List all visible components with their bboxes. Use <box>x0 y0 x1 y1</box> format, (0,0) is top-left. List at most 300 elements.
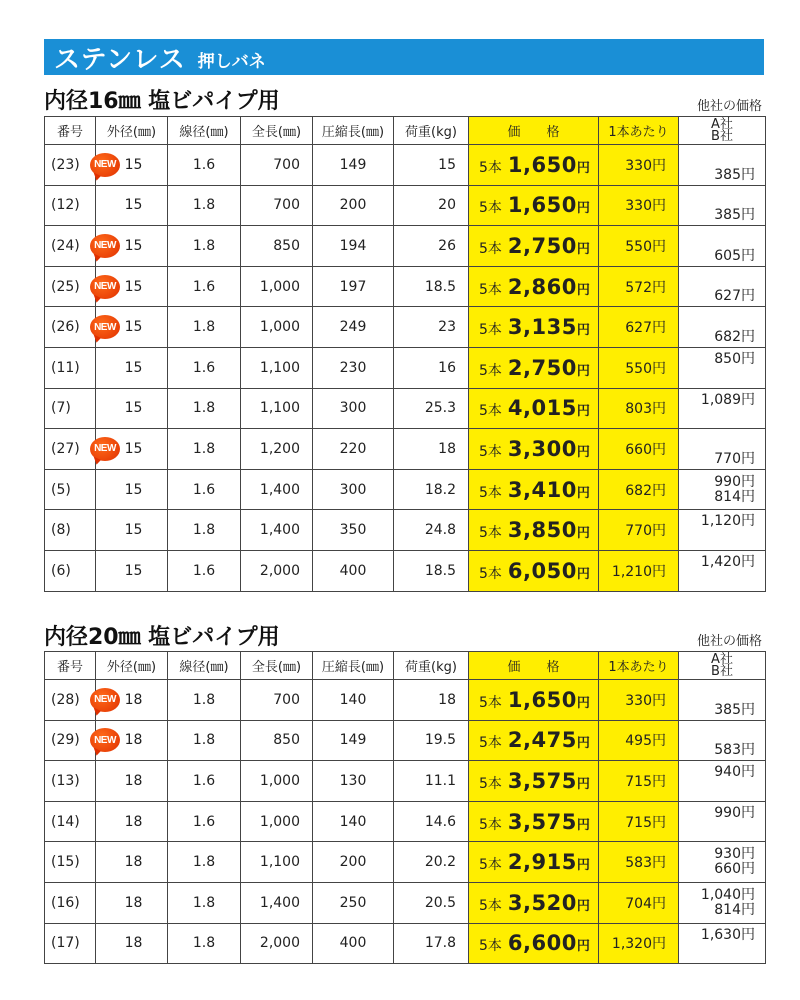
unit-price-cell: 330円 <box>599 680 679 721</box>
outer-diameter-value: 15 <box>124 562 143 579</box>
total-length-cell: 1,000 <box>241 761 313 802</box>
compressed-length-cell: 400 <box>313 550 394 591</box>
table-row <box>45 266 766 307</box>
table-row <box>45 842 766 883</box>
competitor-price-cell <box>679 226 766 267</box>
load-cell: 20.2 <box>394 842 469 883</box>
column-header: 番号 <box>45 652 96 680</box>
column-header: 番号 <box>45 117 96 145</box>
compressed-length-cell: 197 <box>313 266 394 307</box>
price-wrap <box>469 769 598 793</box>
price-cell <box>469 347 599 388</box>
competitor-price: 583円 <box>714 742 755 759</box>
competitor-price: 1,040円 <box>700 886 755 903</box>
load-cell: 15 <box>394 145 469 186</box>
competitor-price: 1,089円 <box>700 391 755 408</box>
price-quantity: 5本 <box>479 403 502 420</box>
price-yen: 円 <box>576 241 590 257</box>
price-yen: 円 <box>576 201 590 217</box>
price-wrap <box>469 688 598 712</box>
item-number: (26) <box>45 307 96 348</box>
price-yen: 円 <box>576 444 590 460</box>
load-cell: 19.5 <box>394 720 469 761</box>
item-number: (8) <box>45 510 96 551</box>
total-length-cell: 1,400 <box>241 510 313 551</box>
column-header: 価 格 <box>469 117 599 145</box>
price-wrap <box>469 478 598 502</box>
compressed-length-cell: 200 <box>313 842 394 883</box>
wire-diameter-cell: 1.8 <box>168 185 241 226</box>
unit-price-cell: 583円 <box>599 842 679 883</box>
competitor-price: 627円 <box>714 288 755 305</box>
price-wrap <box>469 193 598 217</box>
competitor-price-cell <box>679 923 766 964</box>
competitor-price: 682円 <box>714 328 755 345</box>
column-header: 1本あたり <box>599 117 679 145</box>
load-cell: 18.5 <box>394 266 469 307</box>
item-number: (6) <box>45 550 96 591</box>
spec-table-16mm <box>44 116 766 592</box>
unit-price-cell: 330円 <box>599 145 679 186</box>
item-number: (29) <box>45 720 96 761</box>
new-badge-icon: NEW <box>90 275 120 299</box>
table-row <box>45 882 766 923</box>
new-badge-icon: NEW <box>90 315 120 339</box>
price-amount: 4,015 <box>507 396 577 421</box>
price-yen: 円 <box>576 282 590 298</box>
price-quantity: 5本 <box>479 443 502 460</box>
price-cell <box>469 720 599 761</box>
outer-diameter-value: 15 <box>124 481 143 498</box>
compressed-length-cell: 250 <box>313 882 394 923</box>
price-wrap <box>469 931 598 955</box>
price-quantity: 5本 <box>479 857 502 874</box>
price-quantity: 5本 <box>479 484 502 501</box>
competitor-price-cell <box>679 145 766 186</box>
table-row <box>45 510 766 551</box>
load-cell: 24.8 <box>394 510 469 551</box>
outer-diameter-cell <box>96 145 168 186</box>
price-quantity: 5本 <box>479 322 502 339</box>
unit-price-cell: 715円 <box>599 761 679 802</box>
table-row <box>45 226 766 267</box>
competitor-price-cell <box>679 761 766 802</box>
total-length-cell: 1,100 <box>241 842 313 883</box>
unit-price-cell: 770円 <box>599 510 679 551</box>
outer-diameter-value: 15 <box>124 156 143 173</box>
total-length-cell: 1,400 <box>241 469 313 510</box>
price-cell <box>469 882 599 923</box>
compressed-length-cell: 300 <box>313 388 394 429</box>
compressed-length-cell: 149 <box>313 720 394 761</box>
total-length-cell: 1,400 <box>241 882 313 923</box>
price-wrap <box>469 559 598 583</box>
price-cell <box>469 923 599 964</box>
wire-diameter-cell: 1.6 <box>168 761 241 802</box>
price-wrap <box>469 396 598 420</box>
price-quantity: 5本 <box>479 200 502 217</box>
wire-diameter-cell: 1.8 <box>168 429 241 470</box>
price-wrap <box>469 234 598 258</box>
competitor-price: 990円 <box>714 804 755 821</box>
outer-diameter-cell <box>96 185 168 226</box>
price-wrap <box>469 850 598 874</box>
price-quantity: 5本 <box>479 362 502 379</box>
unit-price-cell: 495円 <box>599 720 679 761</box>
total-length-cell: 1,200 <box>241 429 313 470</box>
price-amount: 3,575 <box>507 768 577 793</box>
wire-diameter-cell: 1.8 <box>168 307 241 348</box>
total-length-cell: 700 <box>241 185 313 226</box>
total-length-cell: 850 <box>241 720 313 761</box>
new-badge-icon: NEW <box>90 234 120 258</box>
price-yen: 円 <box>576 898 590 914</box>
competitor-price-cell <box>679 801 766 842</box>
competitor-price-cell <box>679 882 766 923</box>
table-row <box>45 680 766 721</box>
table-header-row <box>45 117 766 145</box>
header-banner <box>44 39 764 75</box>
load-cell: 11.1 <box>394 761 469 802</box>
outer-diameter-value: 15 <box>124 319 143 336</box>
column-header: A社 B社 <box>679 652 766 680</box>
wire-diameter-cell: 1.6 <box>168 347 241 388</box>
table-row <box>45 761 766 802</box>
price-quantity: 5本 <box>479 816 502 833</box>
outer-diameter-value: 15 <box>124 440 143 457</box>
price-amount: 1,650 <box>507 152 577 177</box>
price-amount: 2,915 <box>507 850 577 875</box>
table-row <box>45 145 766 186</box>
price-wrap <box>469 315 598 339</box>
item-number: (11) <box>45 347 96 388</box>
new-badge-icon: NEW <box>90 728 120 752</box>
price-amount: 3,520 <box>507 890 577 915</box>
load-cell: 20.5 <box>394 882 469 923</box>
competitor-price: 930円 <box>714 846 755 863</box>
column-header: 荷重(kg) <box>394 117 469 145</box>
price-wrap <box>469 518 598 542</box>
banner-title: ステンレス <box>54 44 186 75</box>
wire-diameter-cell: 1.8 <box>168 388 241 429</box>
outer-diameter-cell <box>96 680 168 721</box>
unit-price-cell: 715円 <box>599 801 679 842</box>
competitor-price-cell <box>679 429 766 470</box>
column-header: 外径(㎜) <box>96 117 168 145</box>
wire-diameter-cell: 1.8 <box>168 882 241 923</box>
outer-diameter-cell <box>96 801 168 842</box>
price-yen: 円 <box>576 566 590 582</box>
load-cell: 18.2 <box>394 469 469 510</box>
load-cell: 26 <box>394 226 469 267</box>
table-row <box>45 469 766 510</box>
unit-price-cell: 572円 <box>599 266 679 307</box>
compressed-length-cell: 200 <box>313 185 394 226</box>
price-yen: 円 <box>576 858 590 874</box>
price-yen: 円 <box>576 817 590 833</box>
outer-diameter-cell <box>96 469 168 510</box>
unit-price-cell: 550円 <box>599 347 679 388</box>
outer-diameter-cell <box>96 226 168 267</box>
other-price-label-16mm: 他社の価格 <box>696 99 762 114</box>
competitor-price-cell <box>679 842 766 883</box>
item-number: (25) <box>45 266 96 307</box>
price-quantity: 5本 <box>479 281 502 298</box>
outer-diameter-cell <box>96 923 168 964</box>
item-number: (7) <box>45 388 96 429</box>
load-cell: 18 <box>394 680 469 721</box>
new-badge-icon: NEW <box>90 688 120 712</box>
price-amount: 3,575 <box>507 809 577 834</box>
price-cell <box>469 388 599 429</box>
price-cell <box>469 226 599 267</box>
table-row <box>45 801 766 842</box>
competitor-price: 1,120円 <box>700 513 755 530</box>
item-number: (12) <box>45 185 96 226</box>
load-cell: 17.8 <box>394 923 469 964</box>
column-header: 全長(㎜) <box>241 652 313 680</box>
compressed-length-cell: 140 <box>313 801 394 842</box>
price-yen: 円 <box>576 323 590 339</box>
column-header: 線径(㎜) <box>168 117 241 145</box>
competitor-price-cell <box>679 720 766 761</box>
outer-diameter-value: 15 <box>124 278 143 295</box>
outer-diameter-value: 18 <box>124 732 143 749</box>
load-cell: 25.3 <box>394 388 469 429</box>
competitor-price-cell <box>679 347 766 388</box>
item-number: (5) <box>45 469 96 510</box>
wire-diameter-cell: 1.6 <box>168 266 241 307</box>
outer-diameter-value: 15 <box>124 237 143 254</box>
price-amount: 2,750 <box>507 233 577 258</box>
item-number: (16) <box>45 882 96 923</box>
wire-diameter-cell: 1.8 <box>168 510 241 551</box>
competitor-price: 814円 <box>714 901 755 918</box>
price-yen: 円 <box>576 776 590 792</box>
competitor-price: 385円 <box>714 207 755 224</box>
compressed-length-cell: 249 <box>313 307 394 348</box>
price-quantity: 5本 <box>479 735 502 752</box>
column-header: 荷重(kg) <box>394 652 469 680</box>
price-yen: 円 <box>576 695 590 711</box>
table-row <box>45 388 766 429</box>
price-yen: 円 <box>576 526 590 542</box>
outer-diameter-cell <box>96 307 168 348</box>
price-quantity: 5本 <box>479 938 502 955</box>
price-yen: 円 <box>576 363 590 379</box>
competitor-price-cell <box>679 550 766 591</box>
price-quantity: 5本 <box>479 565 502 582</box>
column-header: A社 B社 <box>679 117 766 145</box>
compressed-length-cell: 350 <box>313 510 394 551</box>
price-cell <box>469 185 599 226</box>
price-cell <box>469 510 599 551</box>
unit-price-cell: 330円 <box>599 185 679 226</box>
compressed-length-cell: 300 <box>313 469 394 510</box>
outer-diameter-value: 18 <box>124 854 143 871</box>
unit-price-cell: 627円 <box>599 307 679 348</box>
wire-diameter-cell: 1.6 <box>168 801 241 842</box>
price-cell <box>469 550 599 591</box>
price-wrap <box>469 275 598 299</box>
item-number: (23) <box>45 145 96 186</box>
total-length-cell: 850 <box>241 226 313 267</box>
load-cell: 23 <box>394 307 469 348</box>
price-amount: 2,860 <box>507 274 577 299</box>
column-header: 価 格 <box>469 652 599 680</box>
price-amount: 3,300 <box>507 436 577 461</box>
section-title-16mm: 内径16㎜ 塩ビパイプ用 <box>44 89 280 114</box>
price-wrap <box>469 437 598 461</box>
column-header: 1本あたり <box>599 652 679 680</box>
column-header: 圧縮長(㎜) <box>313 117 394 145</box>
price-yen: 円 <box>576 160 590 176</box>
price-quantity: 5本 <box>479 694 502 711</box>
competitor-price: 770円 <box>714 450 755 467</box>
compressed-length-cell: 140 <box>313 680 394 721</box>
price-wrap <box>469 891 598 915</box>
price-wrap <box>469 810 598 834</box>
price-quantity: 5本 <box>479 775 502 792</box>
price-amount: 6,050 <box>507 558 577 583</box>
price-cell <box>469 307 599 348</box>
price-amount: 1,650 <box>507 193 577 218</box>
total-length-cell: 2,000 <box>241 550 313 591</box>
outer-diameter-value: 18 <box>124 691 143 708</box>
compressed-length-cell: 400 <box>313 923 394 964</box>
competitor-price-cell <box>679 680 766 721</box>
outer-diameter-cell <box>96 347 168 388</box>
load-cell: 18 <box>394 429 469 470</box>
price-quantity: 5本 <box>479 240 502 257</box>
outer-diameter-cell <box>96 761 168 802</box>
compressed-length-cell: 220 <box>313 429 394 470</box>
other-price-label-20mm: 他社の価格 <box>696 634 762 649</box>
load-cell: 20 <box>394 185 469 226</box>
price-quantity: 5本 <box>479 159 502 176</box>
price-wrap <box>469 356 598 380</box>
price-amount: 1,650 <box>507 687 577 712</box>
wire-diameter-cell: 1.6 <box>168 469 241 510</box>
competitor-price: 385円 <box>714 701 755 718</box>
column-header: 圧縮長(㎜) <box>313 652 394 680</box>
competitor-price: 940円 <box>714 764 755 781</box>
outer-diameter-cell <box>96 882 168 923</box>
price-yen: 円 <box>576 736 590 752</box>
price-cell <box>469 801 599 842</box>
wire-diameter-cell: 1.6 <box>168 550 241 591</box>
competitor-price: 385円 <box>714 166 755 183</box>
outer-diameter-cell <box>96 510 168 551</box>
outer-diameter-cell <box>96 429 168 470</box>
item-number: (28) <box>45 680 96 721</box>
outer-diameter-value: 15 <box>124 522 143 539</box>
unit-price-cell: 682円 <box>599 469 679 510</box>
competitor-price: 814円 <box>714 488 755 505</box>
wire-diameter-cell: 1.8 <box>168 842 241 883</box>
unit-price-cell: 803円 <box>599 388 679 429</box>
table-row <box>45 307 766 348</box>
table-row <box>45 185 766 226</box>
price-amount: 2,750 <box>507 355 577 380</box>
column-header: 線径(㎜) <box>168 652 241 680</box>
competitor-price-cell <box>679 388 766 429</box>
compressed-length-cell: 194 <box>313 226 394 267</box>
total-length-cell: 1,100 <box>241 388 313 429</box>
price-cell <box>469 429 599 470</box>
column-header: 全長(㎜) <box>241 117 313 145</box>
outer-diameter-value: 18 <box>124 813 143 830</box>
price-cell <box>469 761 599 802</box>
outer-diameter-cell <box>96 720 168 761</box>
item-number: (24) <box>45 226 96 267</box>
price-cell <box>469 680 599 721</box>
wire-diameter-cell: 1.8 <box>168 720 241 761</box>
competitor-price-cell <box>679 307 766 348</box>
compressed-length-cell: 149 <box>313 145 394 186</box>
price-wrap <box>469 153 598 177</box>
price-cell <box>469 469 599 510</box>
outer-diameter-cell <box>96 266 168 307</box>
price-amount: 3,850 <box>507 518 577 543</box>
outer-diameter-value: 18 <box>124 935 143 952</box>
banner-subtitle: 押しバネ <box>197 51 266 72</box>
price-amount: 2,475 <box>507 728 577 753</box>
compressed-length-cell: 130 <box>313 761 394 802</box>
unit-price-cell: 660円 <box>599 429 679 470</box>
column-header: 外径(㎜) <box>96 652 168 680</box>
outer-diameter-value: 15 <box>124 197 143 214</box>
item-number: (15) <box>45 842 96 883</box>
total-length-cell: 700 <box>241 145 313 186</box>
price-yen: 円 <box>576 485 590 501</box>
price-wrap <box>469 728 598 752</box>
price-cell <box>469 145 599 186</box>
load-cell: 14.6 <box>394 801 469 842</box>
price-cell <box>469 842 599 883</box>
price-quantity: 5本 <box>479 897 502 914</box>
unit-price-cell: 704円 <box>599 882 679 923</box>
outer-diameter-value: 18 <box>124 772 143 789</box>
outer-diameter-value: 15 <box>124 400 143 417</box>
item-number: (14) <box>45 801 96 842</box>
competitor-price-cell <box>679 185 766 226</box>
unit-price-cell: 1,210円 <box>599 550 679 591</box>
competitor-price-cell <box>679 510 766 551</box>
new-badge-icon: NEW <box>90 437 120 461</box>
total-length-cell: 700 <box>241 680 313 721</box>
total-length-cell: 1,000 <box>241 307 313 348</box>
price-amount: 3,135 <box>507 315 577 340</box>
wire-diameter-cell: 1.8 <box>168 923 241 964</box>
price-yen: 円 <box>576 404 590 420</box>
compressed-length-cell: 230 <box>313 347 394 388</box>
price-cell <box>469 266 599 307</box>
table-row <box>45 429 766 470</box>
unit-price-cell: 1,320円 <box>599 923 679 964</box>
competitor-price: 660円 <box>714 861 755 878</box>
spec-table-20mm <box>44 651 766 964</box>
competitor-price: 850円 <box>714 350 755 367</box>
outer-diameter-cell <box>96 842 168 883</box>
load-cell: 18.5 <box>394 550 469 591</box>
competitor-price: 605円 <box>714 247 755 264</box>
unit-price-cell: 550円 <box>599 226 679 267</box>
table-row <box>45 923 766 964</box>
price-yen: 円 <box>576 939 590 955</box>
outer-diameter-cell <box>96 388 168 429</box>
load-cell: 16 <box>394 347 469 388</box>
